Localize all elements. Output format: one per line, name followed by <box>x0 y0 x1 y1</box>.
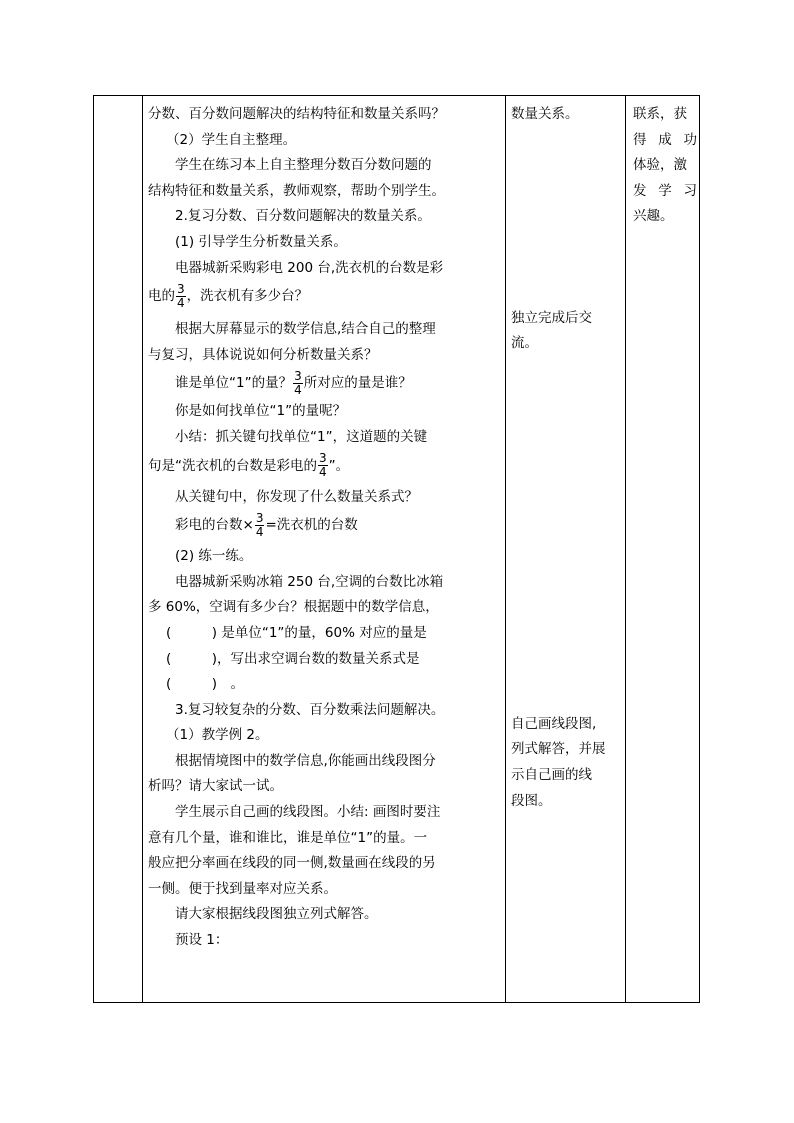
text-segment: ”。 <box>328 457 350 474</box>
intent-char: 成 <box>658 131 672 148</box>
text-line: 电器城新采购冰箱 250 台,空调的台数比冰箱 <box>175 573 444 590</box>
text-line: 预设 1： <box>175 932 229 949</box>
student-activity-cell <box>505 96 625 1002</box>
fraction <box>176 283 186 310</box>
text-line: 电器城新采购彩电 200 台,洗衣机的台数是彩 <box>175 259 444 276</box>
text-line: 一侧。便于找到量率对应关系。 <box>148 880 337 897</box>
section-heading: 2.复习分数、百分数问题解决的数量关系。 <box>175 208 431 225</box>
summary-line: 小结：抓关键句找单位“1”，这道题的关键 <box>175 428 428 445</box>
blank-line: ( )，写出求空调台数的数量关系式是 <box>166 650 420 667</box>
activity-line: 段图。 <box>511 792 552 809</box>
intent-line: 体验，激 <box>633 157 687 174</box>
activity-line: 自己画线段图, <box>511 715 597 732</box>
text-line: 学生展示自己画的线段图。小结: 画图时要注 <box>175 804 441 821</box>
fraction-numerator: 3 <box>294 368 302 383</box>
lesson-plan-table <box>93 95 700 1003</box>
spacer <box>511 128 621 306</box>
fraction-denominator: 4 <box>255 524 264 539</box>
intent-line: 联系，获 <box>633 106 687 122</box>
fraction <box>255 512 265 539</box>
activity-line: 示自己画的线 <box>511 766 592 783</box>
fraction-numerator: 3 <box>177 281 185 296</box>
text-line: 你是如何找单位“1”的量呢？ <box>175 403 347 420</box>
text-line: 从关键句中，你发现了什么数量关系式？ <box>175 488 418 505</box>
text-segment: 彩电的台数× <box>175 517 254 534</box>
text-line <box>148 368 501 399</box>
text-segment: =洗衣机的台数 <box>265 517 358 534</box>
spacer <box>511 357 621 712</box>
text-line: 分数、百分数问题解决的结构特征和数量关系吗？ <box>148 106 445 122</box>
activity-line: 数量关系。 <box>511 106 579 122</box>
blank-line: ( ) 。 <box>166 676 245 693</box>
intent-char: 发 <box>633 182 647 199</box>
intent-line: 兴趣。 <box>633 208 674 225</box>
text-line: 析吗？请大家试一试。 <box>148 778 283 795</box>
activity-line: 列式解答，并展 <box>511 741 606 758</box>
intent-char: 习 <box>683 182 697 199</box>
text-line: 般应把分率画在线段的同一侧,数量画在线段的另 <box>148 855 436 872</box>
section-heading: 3.复习较复杂的分数、百分数乘法问题解决。 <box>175 701 445 718</box>
text-line <box>148 451 501 482</box>
text-segment: 句是“洗衣机的台数是彩电的 <box>148 457 317 474</box>
activity-line: 独立完成后交 <box>511 309 592 326</box>
activity-line: 流。 <box>511 335 538 352</box>
text-segment: 所对应的量是谁？ <box>303 375 412 392</box>
text-line: 结构特征和数量关系，教师观察，帮助个别学生。 <box>148 182 445 199</box>
text-line: 学生在练习本上自主整理分数百分数问题的 <box>175 157 432 174</box>
fraction <box>318 452 328 479</box>
text-segment: ，洗衣机有多少台？ <box>186 288 309 305</box>
blank-line: ( ) 是单位“1”的量，60% 对应的量是 <box>166 624 427 641</box>
text-line: 多 60%，空调有多少台？根据题中的数学信息， <box>148 599 439 616</box>
fraction <box>293 370 303 397</box>
intent-line <box>633 179 697 205</box>
formula-line <box>148 510 501 541</box>
text-line: （2）学生自主整理。 <box>166 131 297 148</box>
text-line: 根据情境图中的数学信息,你能画出线段图分 <box>175 752 436 769</box>
fraction-numerator: 3 <box>319 451 327 466</box>
text-segment: 电的 <box>148 288 175 305</box>
text-line: （1）教学例 2。 <box>166 727 269 744</box>
fraction-numerator: 3 <box>255 510 264 525</box>
intent-char: 得 <box>633 131 647 148</box>
text-line: 请大家根据线段图独立列式解答。 <box>175 906 378 923</box>
text-line: (2) 练一练。 <box>175 548 253 565</box>
design-intent-cell <box>625 96 701 1002</box>
text-line: 与复习，具体说说如何分析数量关系？ <box>148 346 378 363</box>
text-line: 根据大屏幕显示的数学信息,结合自己的整理 <box>175 321 436 338</box>
intent-char: 功 <box>683 131 697 148</box>
text-line: (1) 引导学生分析数量关系。 <box>175 233 347 250</box>
fraction-denominator: 4 <box>319 465 327 480</box>
intent-line <box>633 128 697 154</box>
text-segment: 谁是单位“1”的量？ <box>175 375 293 392</box>
text-line: 意有几个量，谁和谁比，谁是单位“1”的量。一 <box>148 829 428 846</box>
fraction-denominator: 4 <box>294 382 302 397</box>
fraction-denominator: 4 <box>177 295 185 310</box>
text-line <box>148 281 501 312</box>
intent-char: 学 <box>658 182 672 199</box>
teaching-process-cell <box>142 96 505 1002</box>
